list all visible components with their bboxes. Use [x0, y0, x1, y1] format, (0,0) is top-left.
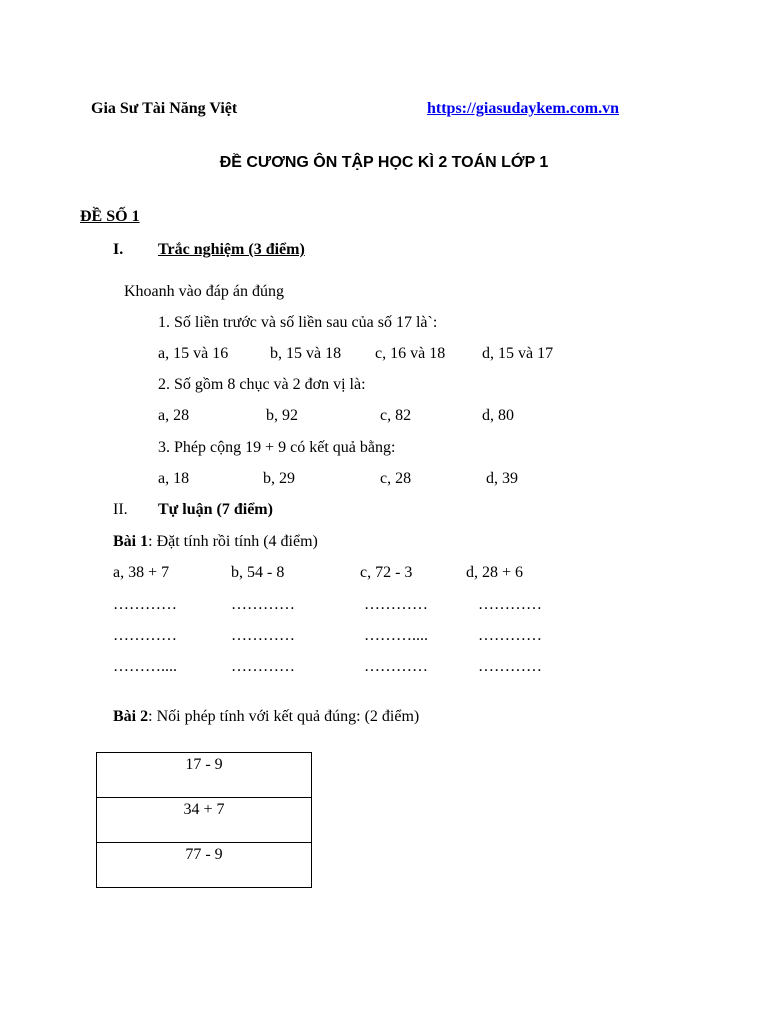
exercise-2-line — [113, 707, 419, 727]
section-1-heading: Trắc nghiệm (3 điểm) — [158, 241, 305, 258]
answer-blank[interactable]: ………… — [231, 596, 295, 613]
question-3-option-c: c, 28 — [380, 470, 412, 487]
answer-blank[interactable]: ………… — [478, 658, 542, 675]
exercise-2-text: : Nối phép tính với kết quả đúng: (2 điểm) — [148, 708, 420, 725]
answer-blank[interactable]: ………… — [478, 627, 542, 644]
website-link[interactable]: https://giasudaykem.com.vn — [427, 100, 620, 117]
question-3-option-d: d, 39 — [486, 470, 518, 487]
answer-blank[interactable]: ………… — [364, 658, 428, 675]
exercise-2-label: Bài 2 — [113, 708, 149, 725]
exercise-1-problem-c: c, 72 - 3 — [360, 564, 413, 581]
question-1-option-d: d, 15 và 17 — [482, 345, 554, 362]
exercise-1-problem-a: a, 38 + 7 — [113, 564, 170, 581]
organization-name: Gia Sư Tài Năng Việt — [91, 100, 238, 117]
exercise-1-problem-b: b, 54 - 8 — [231, 564, 285, 581]
question-2-option-a: a, 28 — [158, 407, 190, 424]
expression-cell[interactable]: 34 + 7 — [97, 798, 312, 843]
answer-blank[interactable]: ………… — [113, 596, 177, 613]
question-2-option-c: c, 82 — [380, 407, 412, 424]
question-3-prompt: 3. Phép cộng 19 + 9 có kết quả bằng: — [158, 439, 396, 456]
section-2-numeral: II. — [113, 501, 128, 518]
matching-table — [96, 752, 312, 888]
section-2-heading: Tự luận (7 điểm) — [158, 501, 273, 518]
exercise-1-label: Bài 1 — [113, 533, 149, 550]
question-3-option-b: b, 29 — [263, 470, 295, 487]
question-3-option-a: a, 18 — [158, 470, 190, 487]
question-1-option-b: b, 15 và 18 — [270, 345, 342, 362]
table-row — [97, 753, 312, 798]
exercise-1-line — [113, 532, 318, 552]
answer-blank[interactable]: ……….... — [113, 658, 177, 675]
question-1-prompt: 1. Số liền trước và số liền sau của số 17 là`: — [158, 314, 438, 331]
expression-cell[interactable]: 77 - 9 — [97, 843, 312, 888]
question-2-option-d: d, 80 — [482, 407, 514, 424]
instruction-text: Khoanh vào đáp án đúng — [124, 283, 284, 300]
question-1-option-a: a, 15 và 16 — [158, 345, 229, 362]
table-row — [97, 798, 312, 843]
answer-blank[interactable]: ………… — [478, 596, 542, 613]
expression-cell[interactable]: 17 - 9 — [97, 753, 312, 798]
question-2-prompt: 2. Số gồm 8 chục và 2 đơn vị là: — [158, 376, 366, 393]
question-1-option-c: c, 16 và 18 — [375, 345, 446, 362]
table-row — [97, 843, 312, 888]
answer-blank[interactable]: ………… — [231, 627, 295, 644]
question-2-option-b: b, 92 — [266, 407, 298, 424]
answer-blank[interactable]: ………… — [231, 658, 295, 675]
section-1-numeral: I. — [113, 241, 124, 258]
document-title: ĐỀ CƯƠNG ÔN TẬP HỌC KÌ 2 TOÁN LỚP 1 — [219, 154, 549, 171]
answer-blank[interactable]: ……….... — [364, 627, 428, 644]
exam-number: ĐỀ SỐ 1 — [80, 208, 140, 225]
exercise-1-text: : Đặt tính rồi tính (4 điểm) — [148, 533, 318, 550]
exercise-1-problem-d: d, 28 + 6 — [466, 564, 524, 581]
answer-blank[interactable]: ………… — [113, 627, 177, 644]
answer-blank[interactable]: ………… — [364, 596, 428, 613]
